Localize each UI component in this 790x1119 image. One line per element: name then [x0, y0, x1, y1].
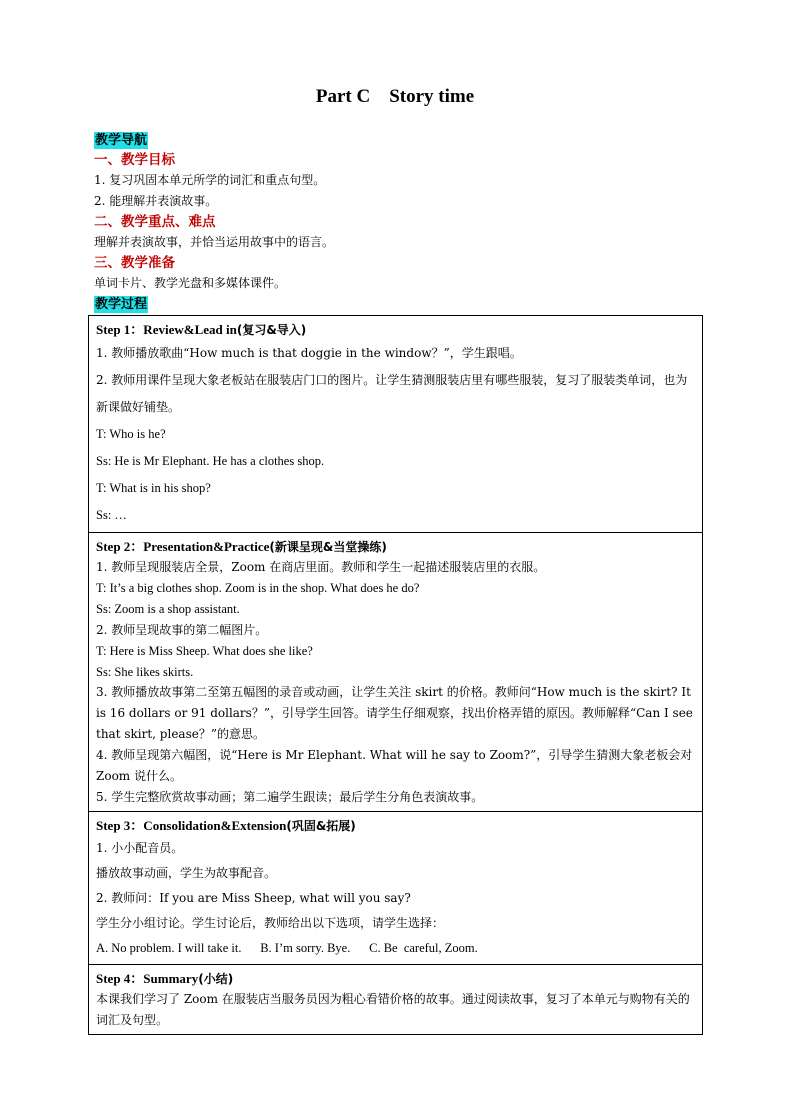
step-line: Ss: … — [96, 508, 127, 522]
step-line: Ss: She likes skirts. — [96, 664, 194, 679]
step-title: Step 4：Summary(小结) — [96, 970, 234, 986]
step-line: 3. 教师播放故事第二至第五幅图的录音或动画，让学生关注 skirt 的价格。教师问“How much is the skirt? It is 16 dollars or 91 dollars？”，引导学生回答。请学生仔细观察，找出价格弄错的原因。教师解释“Can I see that skirt, please？”的意思。 — [96, 685, 693, 742]
prep-text: 单词卡片、教学光盘和多媒体课件。 — [94, 276, 287, 290]
step-line: 1. 教师呈现服装店全景，Zoom 在商店里面。教师和学生一起描述服装店里的衣服。 — [96, 560, 546, 574]
step-line: 2. 教师问：If you are Miss Sheep, what will you say? — [96, 890, 411, 905]
step-line: 1. 教师播放歌曲“How much is that doggie in the window？”，学生跟唱。 — [96, 346, 522, 360]
guide-label: 教学导航 — [95, 133, 148, 148]
step-line: A. No problem. I will take it. B. I’m sorry. Bye. C. Be careful, Zoom. — [96, 940, 478, 955]
step-cell — [89, 811, 703, 964]
key-points-text: 理解并表演故事，并恰当运用故事中的语言。 — [94, 235, 335, 249]
key-points-heading: 二、教学重点、难点 — [94, 214, 216, 230]
step-line: 本课我们学习了 Zoom 在服装店当服务员因为粗心看错价格的故事。通过阅读故事，复习了本单元与购物有关的词汇及句型。 — [96, 991, 690, 1027]
page-title: Part C Story time — [315, 86, 475, 107]
process-label: 教学过程 — [95, 297, 148, 312]
step-line: 4. 教师呈现第六幅图，说“Here is Mr Elephant. What will he say to Zoom?”，引导学生猜测大象老板会对 Zoom 说什么。 — [96, 748, 693, 784]
step-line: T: Who is he? — [96, 427, 166, 441]
step-title: Step 3：Consolidation&Extension(巩固&拓展) — [96, 817, 356, 833]
step-line: T: It’s a big clothes shop. Zoom is in the shop. What does he do? — [96, 580, 420, 595]
step-line: 学生分小组讨论。学生讨论后，教师给出以下选项，请学生选择： — [96, 915, 445, 930]
step-line: 2. 教师用课件呈现大象老板站在服装店门口的图片。让学生猜测服装店里有哪些服装，复习了服装类单词，也为新课做好铺垫。 — [96, 373, 688, 414]
step-row — [89, 316, 703, 533]
step-line: Ss: He is Mr Elephant. He has a clothes shop. — [96, 454, 325, 468]
step-line: 1. 小小配音员。 — [96, 840, 184, 855]
step-line: 2. 教师呈现故事的第二幅图片。 — [96, 622, 268, 637]
process-table — [88, 315, 703, 1035]
goal-item: 1. 复习巩固本单元所学的词汇和重点句型。 — [94, 173, 326, 187]
step-title: Step 2：Presentation&Practice(新课呈现&当堂操练) — [96, 539, 387, 554]
prep-heading: 三、教学准备 — [94, 255, 175, 271]
step-line: Ss: Zoom is a shop assistant. — [96, 601, 240, 616]
step-row — [89, 533, 703, 812]
step-cell — [89, 964, 703, 1034]
step-row — [89, 964, 703, 1034]
step-line: 播放故事动画，学生为故事配音。 — [96, 865, 277, 880]
step-line: T: What is in his shop? — [96, 481, 211, 495]
step-cell — [89, 316, 703, 533]
goals-heading: 一、教学目标 — [94, 152, 175, 168]
intro-section — [94, 130, 714, 314]
step-title: Step 1：Review&Lead in(复习&导入) — [96, 322, 307, 337]
goal-item: 2. 能理解并表演故事。 — [94, 194, 218, 208]
step-line: T: Here is Miss Sheep. What does she like? — [96, 643, 313, 658]
step-row — [89, 811, 703, 964]
step-line: 5. 学生完整欣赏故事动画；第二遍学生跟读；最后学生分角色表演故事。 — [96, 789, 484, 804]
step-cell — [89, 533, 703, 812]
